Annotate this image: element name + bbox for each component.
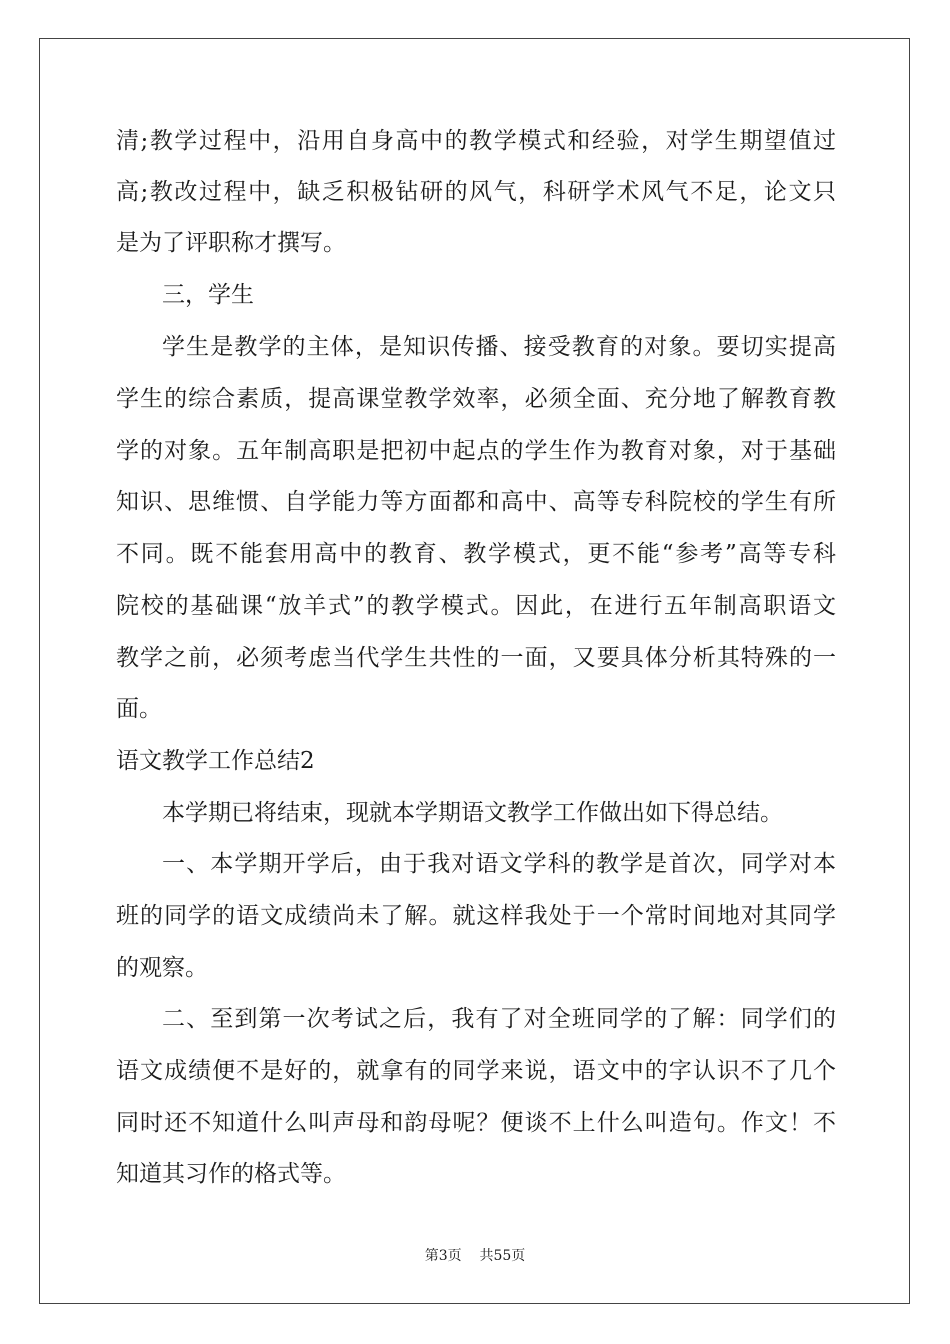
text-line: 院校的基础课“放羊式”的教学模式。因此，在进行五年制高职语文 xyxy=(116,593,836,619)
page-number: 第3页 共55页 xyxy=(424,1248,526,1264)
section-heading: 三，学生 xyxy=(162,282,254,308)
text-line: 一、本学期开学后，由于我对语文学科的教学是首次，同学对本 xyxy=(162,851,836,877)
text-line: 班的同学的语文成绩尚未了解。就这样我处于一个常时间地对其同学 xyxy=(116,903,836,929)
text-line: 是为了评职称才撰写。 xyxy=(116,230,346,256)
text-line: 不同。既不能套用高中的教育、教学模式，更不能“参考”高等专科 xyxy=(116,541,836,567)
text-line: 知道其习作的格式等。 xyxy=(116,1161,346,1187)
text-line: 学生是教学的主体，是知识传播、接受教育的对象。要切实提高 xyxy=(162,334,836,360)
text-line: 面。 xyxy=(116,696,162,722)
text-line: 高;教改过程中，缺乏积极钻研的风气，科研学术风气不足，论文只 xyxy=(116,179,836,205)
text-line: 的观察。 xyxy=(116,955,208,981)
text-line: 清;教学过程中，沿用自身高中的教学模式和经验，对学生期望值过 xyxy=(116,128,836,154)
text-line: 本学期已将结束，现就本学期语文教学工作做出如下得总结。 xyxy=(162,800,783,826)
text-line: 教学之前，必须考虑当代学生共性的一面，又要具体分析其特殊的一 xyxy=(116,645,836,671)
text-line: 二、至到第一次考试之后，我有了对全班同学的了解：同学们的 xyxy=(162,1006,836,1032)
text-line: 语文成绩便不是好的，就拿有的同学来说，语文中的字认识不了几个 xyxy=(116,1058,836,1084)
article-title: 语文教学工作总结2 xyxy=(116,748,315,774)
text-line: 知识、思维惯、自学能力等方面都和高中、高等专科院校的学生有所 xyxy=(116,489,836,515)
text-line: 同时还不知道什么叫声母和韵母呢？便谈不上什么叫造句。作文！不 xyxy=(116,1110,836,1136)
text-line: 学生的综合素质，提高课堂教学效率，必须全面、充分地了解教育教 xyxy=(116,386,836,412)
text-line: 学的对象。五年制高职是把初中起点的学生作为教育对象，对于基础 xyxy=(116,438,836,464)
